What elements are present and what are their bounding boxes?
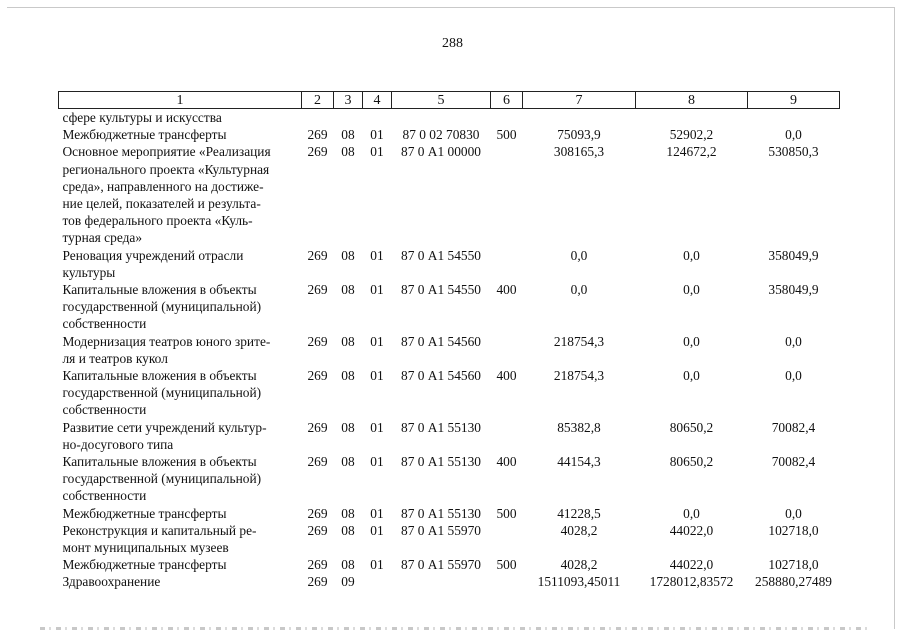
target-article-cell bbox=[392, 109, 491, 127]
item-name-line: Межбюджетные трансферты bbox=[62, 127, 227, 143]
amount-year2-cell: 52902,2 bbox=[669, 127, 714, 143]
target-article-cell: 87 0 А1 55970 bbox=[401, 522, 481, 538]
target-article-cell: 87 0 02 70830 bbox=[402, 127, 480, 143]
expense-type-cell bbox=[491, 143, 523, 246]
item-name-line: среда», направленного на достиже- bbox=[62, 178, 264, 194]
section-code-cell: 08 bbox=[341, 282, 355, 298]
amount-year1-cell: 85382,8 bbox=[557, 419, 601, 435]
ministry-code-cell: 269 bbox=[307, 247, 328, 263]
item-name-cell bbox=[59, 505, 302, 522]
budget-table bbox=[58, 91, 840, 591]
amount-year3-cell: 70082,4 bbox=[771, 419, 816, 435]
amount-year3-cell: 258880,27489 bbox=[755, 574, 832, 590]
column-number: 2 bbox=[302, 92, 334, 109]
target-article-cell bbox=[392, 573, 491, 590]
column-number: 7 bbox=[523, 92, 636, 109]
item-name-cell bbox=[59, 367, 302, 419]
item-name-cell bbox=[59, 556, 302, 573]
item-name-cell bbox=[59, 109, 302, 127]
ministry-code-cell: 269 bbox=[307, 144, 328, 160]
amount-year2-cell: 0,0 bbox=[683, 368, 700, 384]
ministry-code-cell: 269 bbox=[307, 574, 328, 590]
amount-year1-cell: 44154,3 bbox=[557, 454, 601, 470]
amount-year1-cell: 4028,2 bbox=[560, 557, 598, 573]
table-row bbox=[59, 453, 840, 505]
subsection-code-cell: 01 bbox=[370, 505, 384, 521]
ministry-code-cell: 269 bbox=[307, 505, 328, 521]
item-name-line: но-досугового типа bbox=[62, 436, 174, 452]
section-code-cell: 08 bbox=[341, 419, 355, 435]
section-code-cell: 08 bbox=[341, 522, 355, 538]
item-name-cell bbox=[59, 281, 302, 333]
amount-year1-cell: 41228,5 bbox=[557, 505, 601, 521]
target-article-cell: 87 0 А1 55130 bbox=[401, 505, 481, 521]
column-number-row bbox=[59, 92, 840, 109]
amount-year3-cell: 530850,3 bbox=[768, 144, 819, 160]
expense-type-cell bbox=[491, 522, 523, 556]
table-row bbox=[59, 367, 840, 419]
target-article-cell: 87 0 А1 00000 bbox=[401, 144, 481, 160]
amount-year2-cell: 1728012,83572 bbox=[649, 574, 734, 590]
expense-type-cell: 400 bbox=[496, 282, 517, 298]
subsection-code-cell bbox=[363, 109, 392, 127]
item-name-line: тов федерального проекта «Куль- bbox=[62, 213, 253, 229]
ministry-code-cell: 269 bbox=[307, 454, 328, 470]
item-name-line: собственности bbox=[62, 402, 147, 418]
ministry-code-cell bbox=[302, 109, 334, 127]
expense-type-cell: 500 bbox=[496, 557, 517, 573]
section-code-cell: 08 bbox=[341, 368, 355, 384]
table-row bbox=[59, 109, 840, 127]
amount-year3-cell: 358049,9 bbox=[768, 282, 819, 298]
amount-year3-cell: 0,0 bbox=[785, 505, 802, 521]
table-row bbox=[59, 143, 840, 246]
target-article-cell: 87 0 А1 55130 bbox=[401, 419, 481, 435]
amount-year1-cell bbox=[523, 109, 636, 127]
amount-year2-cell: 0,0 bbox=[683, 333, 700, 349]
section-code-cell bbox=[334, 109, 363, 127]
target-article-cell: 87 0 А1 55130 bbox=[401, 454, 481, 470]
expense-type-cell: 500 bbox=[496, 505, 517, 521]
table-row bbox=[59, 126, 840, 143]
expense-type-cell bbox=[491, 419, 523, 453]
amount-year1-cell: 75093,9 bbox=[557, 127, 601, 143]
item-name-cell bbox=[59, 453, 302, 505]
ministry-code-cell: 269 bbox=[307, 557, 328, 573]
column-number: 3 bbox=[334, 92, 363, 109]
table-row bbox=[59, 281, 840, 333]
subsection-code-cell: 01 bbox=[370, 282, 384, 298]
item-name-line: ля и театров кукол bbox=[62, 350, 168, 366]
amount-year1-cell: 218754,3 bbox=[553, 333, 605, 349]
expense-type-cell: 400 bbox=[496, 368, 517, 384]
item-name-cell bbox=[59, 247, 302, 281]
section-code-cell: 09 bbox=[341, 574, 355, 590]
section-code-cell: 08 bbox=[341, 127, 355, 143]
item-name-line: Модернизация театров юного зрите- bbox=[62, 333, 271, 349]
subsection-code-cell bbox=[363, 573, 392, 590]
amount-year2-cell: 0,0 bbox=[683, 247, 700, 263]
item-name-line: Основное мероприятие «Реализация bbox=[62, 144, 271, 160]
amount-year1-cell: 4028,2 bbox=[560, 522, 598, 538]
item-name-line: монт муниципальных музеев bbox=[62, 540, 229, 556]
target-article-cell: 87 0 А1 54560 bbox=[401, 333, 481, 349]
item-name-line: собственности bbox=[62, 488, 147, 504]
amount-year3-cell: 0,0 bbox=[785, 127, 802, 143]
subsection-code-cell: 01 bbox=[370, 522, 384, 538]
amount-year1-cell: 218754,3 bbox=[553, 368, 605, 384]
item-name-cell bbox=[59, 333, 302, 367]
expense-type-cell bbox=[491, 573, 523, 590]
expense-type-cell: 400 bbox=[496, 454, 517, 470]
column-number: 9 bbox=[748, 92, 840, 109]
subsection-code-cell: 01 bbox=[370, 368, 384, 384]
item-name-line: ние целей, показателей и результа- bbox=[62, 196, 261, 212]
section-code-cell: 08 bbox=[341, 247, 355, 263]
item-name-line: Межбюджетные трансферты bbox=[62, 557, 227, 573]
item-name-cell bbox=[59, 143, 302, 246]
amount-year1-cell: 0,0 bbox=[570, 282, 588, 298]
amount-year2-cell: 44022,0 bbox=[669, 557, 714, 573]
amount-year3-cell: 358049,9 bbox=[768, 247, 819, 263]
amount-year3-cell: 102718,0 bbox=[768, 557, 819, 573]
amount-year2-cell bbox=[636, 109, 748, 127]
item-name-cell bbox=[59, 126, 302, 143]
item-name-cell bbox=[59, 419, 302, 453]
item-name-line: государственной (муниципальной) bbox=[62, 385, 262, 401]
item-name-line: Межбюджетные трансферты bbox=[62, 505, 227, 521]
item-name-line: государственной (муниципальной) bbox=[62, 471, 262, 487]
subsection-code-cell: 01 bbox=[370, 454, 384, 470]
column-number: 6 bbox=[491, 92, 523, 109]
table-row bbox=[59, 419, 840, 453]
subsection-code-cell: 01 bbox=[370, 557, 384, 573]
item-name-line: Реконструкция и капитальный ре- bbox=[62, 522, 257, 538]
amount-year2-cell: 80650,2 bbox=[669, 454, 714, 470]
ministry-code-cell: 269 bbox=[307, 127, 328, 143]
ministry-code-cell: 269 bbox=[307, 522, 328, 538]
table-row bbox=[59, 573, 840, 590]
amount-year2-cell: 44022,0 bbox=[669, 522, 714, 538]
amount-year3-cell: 0,0 bbox=[785, 333, 802, 349]
target-article-cell: 87 0 А1 55970 bbox=[401, 557, 481, 573]
section-code-cell: 08 bbox=[341, 144, 355, 160]
column-number: 5 bbox=[392, 92, 491, 109]
table-row bbox=[59, 247, 840, 281]
table-row bbox=[59, 333, 840, 367]
amount-year2-cell: 0,0 bbox=[683, 505, 700, 521]
section-code-cell: 08 bbox=[341, 505, 355, 521]
amount-year2-cell: 124672,2 bbox=[666, 144, 717, 160]
subsection-code-cell: 01 bbox=[370, 127, 384, 143]
amount-year1-cell: 308165,3 bbox=[553, 144, 605, 160]
ministry-code-cell: 269 bbox=[307, 368, 328, 384]
column-number: 4 bbox=[363, 92, 392, 109]
subsection-code-cell: 01 bbox=[370, 333, 384, 349]
amount-year3-cell bbox=[748, 109, 840, 127]
target-article-cell: 87 0 А1 54560 bbox=[401, 368, 481, 384]
target-article-cell: 87 0 А1 54550 bbox=[401, 282, 481, 298]
item-name-line: Развитие сети учреждений культур- bbox=[62, 419, 267, 435]
item-name-line: Реновация учреждений отрасли bbox=[62, 247, 244, 263]
scan-edge-artifact bbox=[40, 627, 870, 630]
page-number: 288 bbox=[442, 36, 463, 51]
amount-year1-cell: 0,0 bbox=[570, 247, 588, 263]
table-row bbox=[59, 505, 840, 522]
table-row bbox=[59, 556, 840, 573]
amount-year3-cell: 102718,0 bbox=[768, 522, 819, 538]
ministry-code-cell: 269 bbox=[307, 419, 328, 435]
item-name-line: Капитальные вложения в объекты bbox=[62, 368, 257, 384]
item-name-line: турная среда» bbox=[62, 230, 143, 246]
table-row bbox=[59, 522, 840, 556]
section-code-cell: 08 bbox=[341, 454, 355, 470]
amount-year1-cell: 1511093,45011 bbox=[537, 574, 621, 590]
amount-year3-cell: 70082,4 bbox=[771, 454, 816, 470]
expense-type-cell bbox=[491, 333, 523, 367]
item-name-line: государственной (муниципальной) bbox=[62, 299, 262, 315]
target-article-cell: 87 0 А1 54550 bbox=[401, 247, 481, 263]
item-name-line: собственности bbox=[62, 316, 147, 332]
item-name-line: Капитальные вложения в объекты bbox=[62, 282, 257, 298]
ministry-code-cell: 269 bbox=[307, 333, 328, 349]
ministry-code-cell: 269 bbox=[307, 282, 328, 298]
subsection-code-cell: 01 bbox=[370, 247, 384, 263]
amount-year2-cell: 0,0 bbox=[683, 282, 700, 298]
subsection-code-cell: 01 bbox=[370, 144, 384, 160]
item-name-cell bbox=[59, 573, 302, 590]
item-name-cell bbox=[59, 522, 302, 556]
column-number: 8 bbox=[636, 92, 748, 109]
expense-type-cell bbox=[491, 247, 523, 281]
amount-year2-cell: 80650,2 bbox=[669, 419, 714, 435]
amount-year3-cell: 0,0 bbox=[785, 368, 802, 384]
expense-type-cell: 500 bbox=[496, 127, 517, 143]
item-name-line: Здравоохранение bbox=[62, 574, 161, 590]
column-number: 1 bbox=[59, 92, 302, 109]
section-code-cell: 08 bbox=[341, 333, 355, 349]
subsection-code-cell: 01 bbox=[370, 419, 384, 435]
section-code-cell: 08 bbox=[341, 557, 355, 573]
item-name-line: культуры bbox=[62, 264, 116, 280]
item-name-line: сфере культуры и искусства bbox=[62, 110, 222, 125]
expense-type-cell bbox=[491, 109, 523, 127]
item-name-line: Капитальные вложения в объекты bbox=[62, 454, 257, 470]
item-name-line: регионального проекта «Культурная bbox=[62, 161, 270, 177]
